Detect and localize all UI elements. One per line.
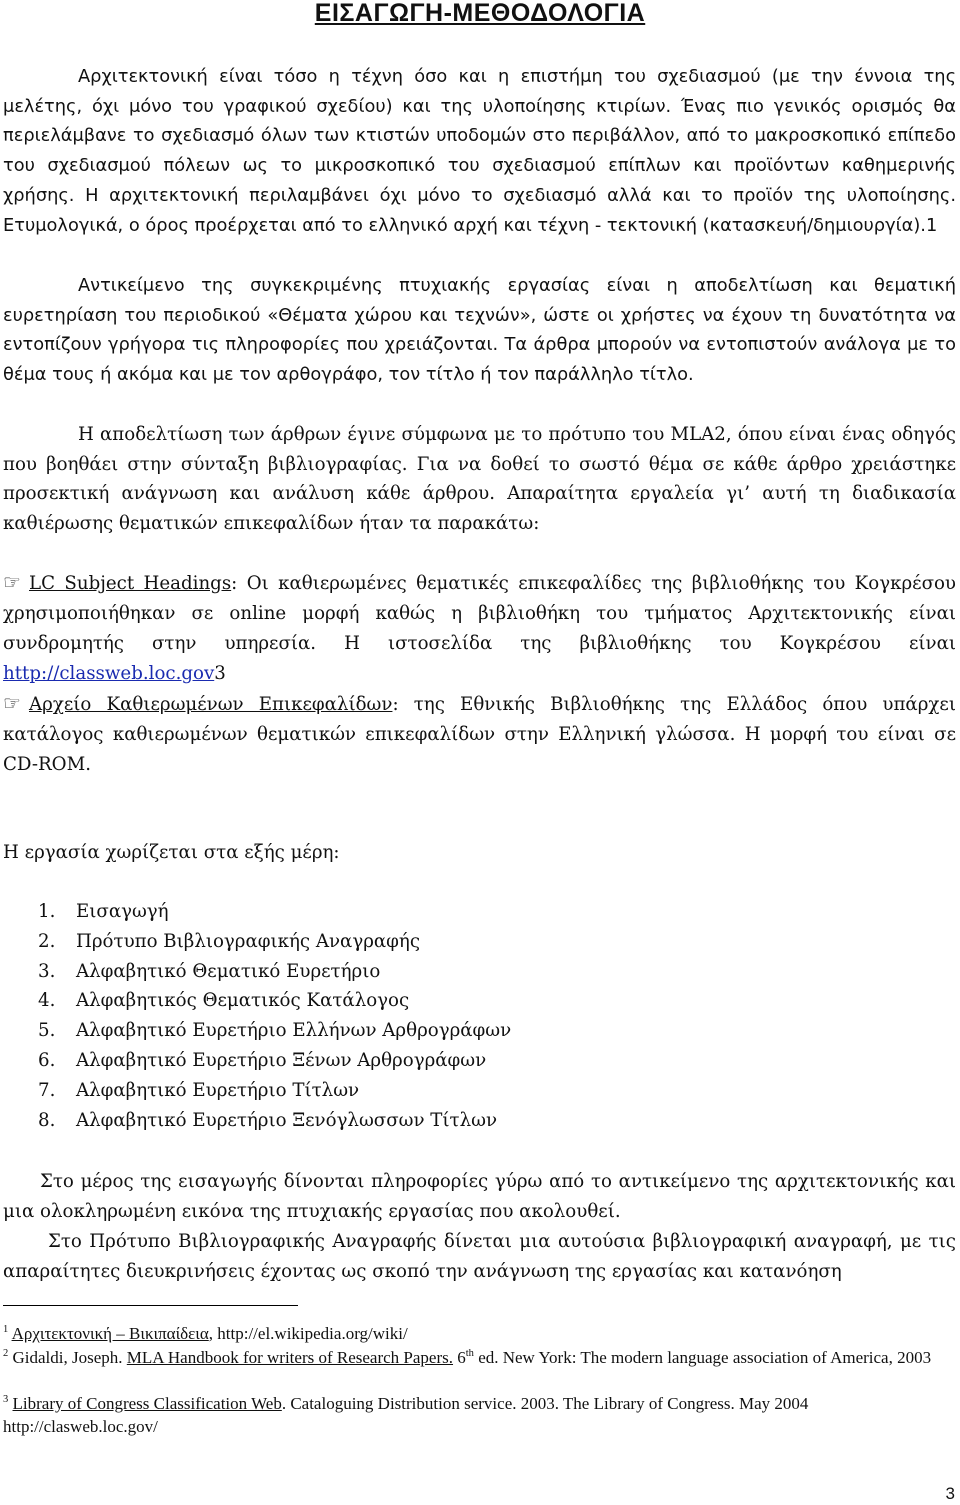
footnote-2-ordinal: th [465, 1348, 474, 1359]
footnote-number: 1 [3, 1324, 9, 1335]
list-item: 7. Αλφαβητικό Ευρετήριο Τίτλων [38, 1079, 360, 1101]
objective-text: Αντικείμενο της συγκεκριμένης πτυχιακής εργασίας είναι η αποδελτίωση και θεματική ευρετηρίαση του περιοδικού «Θέματα χώρου και τεχνών», ώστε οι χρήστες να έχουν τη δυνατότητα να εντοπίζουν γρήγορα τις πληροφορίες που χρειάζονται. Τα άρθρα μπορούν να εντοπιστούν ανάλογα με το θέμα τους ή ακόμα και με τον αρθογράφο, τον τίτλο ή τον παράλληλο τίτλο. [3, 275, 956, 386]
list-item: 6. Αλφαβητικό Ευρετήριο Ξένων Αρθρογράφων [38, 1049, 487, 1071]
footnote-ref-3[interactable]: 3 [214, 663, 226, 684]
closing-text-1: Στο μέρος της εισαγωγής δίνονται πληροφορίες γύρω από το αντικείμενο της αρχιτεκτονικής και μια ολοκληρωμένη εικόνα της πτυχιακής εργασίας που ακολουθεί. [3, 1171, 956, 1222]
footnote-separator [3, 1305, 298, 1306]
tool-item-authority-file [3, 688, 956, 780]
footnote-number: 2 [3, 1348, 9, 1359]
hand-pointer-icon: ☞ [3, 570, 21, 594]
footnote-3-link[interactable]: Library of Congress Classification Web [12, 1394, 282, 1413]
footnote-2-edition: 6 [453, 1348, 466, 1367]
tool1-text: : Οι καθιερωμένες θεματικές επικεφαλίδες της βιβλιοθήκης του Κογκρέσου χρησιμοποιήθηκαν σε online μορφή καθώς η βιβλιοθήκη του τμήματος Αρχιτεκτονικής είναι συνδρομητής στην υπηρεσία. Η ιστοσελίδα της βιβλιοθήκης του Κογκρέσου είναι [3, 573, 956, 654]
method-text: Η αποδελτίωση των άρθρων έγινε σύμφωνα με το πρότυπο του MLA2, όπου είναι ένας οδηγός που βοηθάει στην σύνταξη βιβλιογραφίας. Για να δοθεί το σωστό θέμα σε κάθε άρθρο χρειάστηκε προσεκτική ανάγνωση και ανάλυση κάθε άρθρου. Απαραίτητα εργαλεία γι’ αυτή τη διαδικασία καθιέρωσης θεματικών επικεφαλίδων ήταν τα παρακάτω: [3, 424, 956, 535]
page-number: 3 [945, 1484, 955, 1503]
list-item: 5. Αλφαβητικό Ευρετήριο Ελλήνων Αρθρογράφων [38, 1020, 512, 1042]
footnote-ref-1[interactable]: 1 [925, 214, 938, 236]
footnote-number: 3 [3, 1394, 9, 1405]
footnote-2-author: Gidaldi, Joseph. [12, 1348, 127, 1367]
list-item: 8. Αλφαβητικό Ευρετήριο Ξενόγλωσσων Τίτλων [38, 1109, 498, 1131]
closing-paragraph-1 [3, 1167, 956, 1226]
method-paragraph [3, 420, 956, 539]
intro-paragraph [3, 62, 956, 240]
page-title: ΕΙΣΑΓΩΓΗ-ΜΕΘΟΔΟΛΟΓΙΑ [314, 0, 646, 27]
parts-intro: Η εργασία χωρίζεται στα εξής μέρη: [3, 842, 340, 863]
footnote-2-link[interactable]: MLA Handbook for writers of Research Papers. [126, 1348, 454, 1367]
intro-text: Αρχιτεκτονική είναι τόσο η τέχνη όσο και η επιστήμη του σχεδιασμού (με την έννοια της μελέτης, όχι μόνο του γραφικού σχεδίου) και της υλοποίησης κτιρίων. Ένας πιο γενικός ορισμός θα περιελάμβανε το σχεδιασμό όλων των κτιστών υποδομών στο περιβάλλον, από το μακροσκοπικό επίπεδο του σχεδιασμού πόλεων ως το μικροσκοπικό του σχεδιασμού επίπλων και προϊόντων καθημερινής χρήσης. Η αρχιτεκτονική περιλαμβάνει όχι μόνο το σχεδιασμό αλλά και το προϊόν της υλοποίησης. Ετυμολογικά, ο όρος προέρχεται από το ελληνικό αρχή και τέχνη - τεκτονική (κατασκευή/δημιουργία). [3, 66, 956, 236]
tool2-text: : της Εθνικής Βιβλιοθήκης της Ελλάδος όπου υπάρχει κατάλογος καθιερωμένων θεματικών επικεφαλίδων στην Ελληνική γλώσσα. Η μορφή του είναι σε CD-ROM. [3, 694, 956, 775]
footnote-1-link[interactable]: Αρχιτεκτονική – Βικιπαίδεια [11, 1324, 209, 1343]
hand-pointer-icon: ☞ [3, 691, 21, 715]
footnote-3-text: . Cataloguing Distribution service. 2003. The Library of Congress. May 2004 http://clasweb.loc.gov/ [3, 1394, 809, 1436]
footnote-2-text: ed. New York: The modern language association of America, 2003 [473, 1348, 932, 1367]
footnote-1 [3, 1322, 953, 1345]
parts-list [38, 897, 511, 1135]
footnote-3 [3, 1392, 953, 1438]
list-item: 1. Εισαγωγή [38, 901, 169, 922]
authority-file-link[interactable]: Αρχείο Καθιερωμένων Επικεφαλίδων [29, 694, 393, 715]
footnote-2 [3, 1346, 953, 1369]
list-item: 3. Αλφαβητικό Θεματικό Ευρετήριο [38, 960, 381, 982]
objective-paragraph [3, 271, 956, 390]
closing-text-2: Στο Πρότυπο Βιβλιογραφικής Αναγραφής δίνεται μια αυτούσια βιβλιογραφική αναγραφή, με τις απαραίτητες διευκρινήσεις έχοντας ως σκοπό την ανάγνωση της εργασίας και κατανόηση [3, 1231, 956, 1282]
list-item: 2. Πρότυπο Βιβλιογραφικής Αναγραφής [38, 930, 420, 952]
lc-subject-headings-link[interactable]: LC Subject Headings [29, 573, 232, 594]
classweb-link[interactable]: http://classweb.loc.gov [3, 663, 215, 684]
list-item: 4. Αλφαβητικός Θεματικός Κατάλογος [38, 990, 410, 1012]
footnote-1-text: , http://el.wikipedia.org/wiki/ [208, 1324, 408, 1343]
closing-paragraph-2 [3, 1227, 956, 1286]
tool-item-lc-subject-headings [3, 567, 956, 689]
